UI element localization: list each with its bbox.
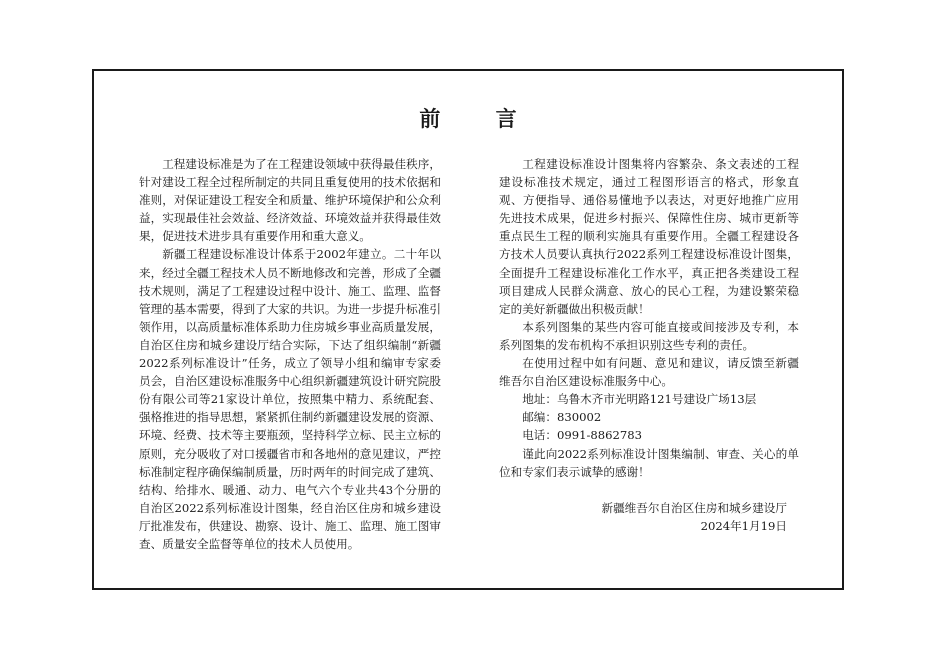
page-frame	[92, 69, 844, 590]
phone-line: 电话：0991-8862783	[522, 428, 643, 443]
signature-organization: 新疆维吾尔自治区住房和城乡建设厅	[601, 501, 787, 515]
signature-block	[601, 499, 787, 535]
thanks-paragraph: 谨此向2022系列标准设计图集编制、审查、关心的单位和专家们表示诚挚的感谢！	[499, 446, 799, 479]
postcode-line: 邮编：830002	[522, 410, 602, 425]
signature-date: 2024年1月19日	[700, 519, 787, 533]
right-column	[499, 155, 799, 481]
history-paragraph: 新疆工程建设标准设计体系于2002年建立。二十年以来，经过全疆工程技术人员不断地修改和完善，形成了全疆技术规则，满足了工程建设过程中设计、施工、监理、监督管理的基本需要，得到了大家的共识。为进一步提升标准引领作用，以高质量标准体系助力住房城乡事业高质量发展，自治区住房和城乡建设厅结合实际，下达了组织编制“新疆2022系列标准设计”任务，成立了领导小组和编审专家委员会，自治区建设标准服务中心组织新疆建筑设计研究院股份有限公司等21家设计单位，按照集中精力、系统配套、强格推进的指导思想，紧紧抓住制约新疆建设发展的资源、环境、经费、技术等主要瓶颈，坚持科学立标、民主立标的原则，充分吸收了对口援疆省市和各地州的意见建议，严控标准制定程序确保编制质量，历时两年的时间完成了建筑、结构、给排水、暖通、动力、电气六个专业共43个分册的自治区2022系列标准设计图集，经自治区住房和城乡建设厅批准发布，供建设、勘察、设计、施工、监理、施工图审查、质量安全监督等单位的技术人员使用。	[139, 247, 441, 551]
feedback-paragraph: 在使用过程中如有问题、意见和建议，请反馈至新疆维吾尔自治区建设标准服务中心。	[499, 356, 799, 389]
purpose-paragraph: 工程建设标准设计图集将内容繁杂、条文表述的工程建设标准技术规定，通过工程图形语言的格式，形象直观、方便指导、通俗易懂地予以表达，对更好地推广应用先进技术成果，促进乡村振兴、保障性住房、城市更新等重点民生工程的顺利实施具有重要作用。全疆工程建设各方技术人员要认真执行2022系列工程建设标准设计图集，全面提升工程建设标准化工作水平，真正把各类建设工程项目建成人民群众满意、放心的民心工程，为建设繁荣稳定的美好新疆做出积极贡献！	[499, 157, 799, 316]
address-line: 地址：乌鲁木齐市光明路121号建设广场13层	[522, 392, 757, 407]
page-title: 前 言	[419, 106, 541, 131]
patent-paragraph: 本系列图集的某些内容可能直接或间接涉及专利，本系列图集的发布机构不承担识别这些专利的责任。	[499, 319, 799, 352]
left-column	[139, 155, 441, 553]
intro-paragraph: 工程建设标准是为了在工程建设领域中获得最佳秩序，针对建设工程全过程所制定的共同且重复使用的技术依据和准则，对保证建设工程安全和质量、维护环境保护和公众利益，实现最佳社会效益、经济效益、环境效益并获得最佳效果，促进技术进步具有重要作用和重大意义。	[139, 157, 441, 244]
